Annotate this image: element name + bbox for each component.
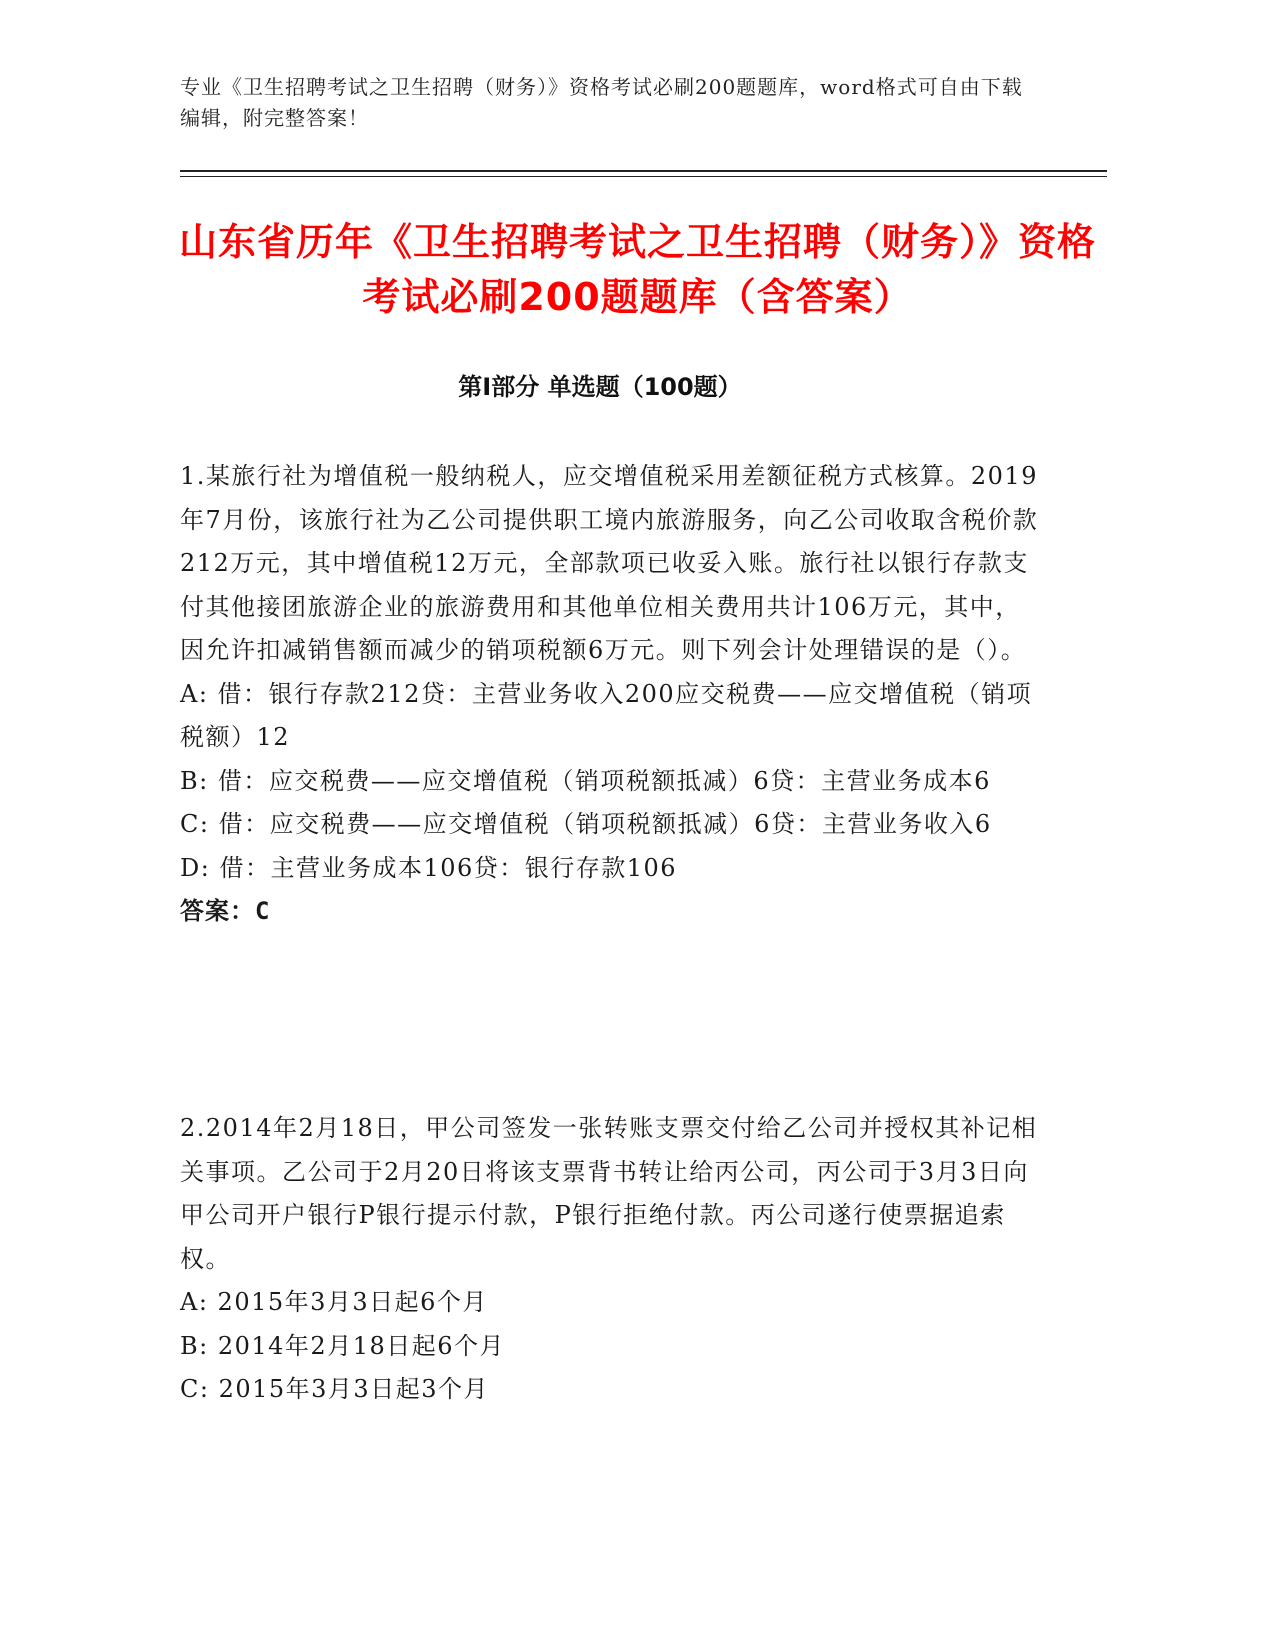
option-b: B: 2014年2月18日起6个月 <box>180 1331 506 1360</box>
answer-label: 答案： <box>180 897 255 925</box>
option-b: B: 借：应交税费——应交增值税（销项税额抵减）6贷：主营业务成本6 <box>180 766 991 795</box>
option-c: C: 2015年3月3日起3个月 <box>180 1375 489 1403</box>
header-divider-thick <box>180 170 1107 172</box>
answer-value: C <box>255 897 271 925</box>
option-a: A: 2015年3月3日起6个月 <box>180 1288 488 1316</box>
option-a: A: 借：银行存款212贷：主营业务收入200应交税费——应交增值税（销项税额）12 <box>180 679 1033 751</box>
header-divider-thin <box>180 176 1107 177</box>
header-intro: 专业《卫生招聘考试之卫生招聘（财务）》资格考试必刷200题题库，word格式可自由下载编辑，附完整答案！ <box>180 75 1023 130</box>
option-d: D: 借：主营业务成本106贷：银行存款106 <box>180 853 678 882</box>
question-block <box>180 1107 1040 1412</box>
question-stem: 2.2014年2月18日，甲公司签发一张转账支票交付给乙公司并授权其补记相关事项。乙公司于2月20日将该支票背书转让给丙公司，丙公司于3月3日向甲公司开户银行P银行提示付款，P银行拒绝付款。丙公司遂行使票据追索权。 <box>180 1114 1038 1273</box>
option-c: C: 借：应交税费——应交增值税（销项税额抵减）6贷：主营业务收入6 <box>180 810 992 838</box>
question-stem: 1.某旅行社为增值税一般纳税人，应交增值税采用差额征税方式核算。2019年7月份，该旅行社为乙公司提供职工境内旅游服务，向乙公司收取含税价款212万元，其中增值税12万元，全部款项已收妥入账。旅行社以银行存款支付其他接团旅游企业的旅游费用和其他单位相关费用共计106万元，其中，因允许扣减销售额而减少的销项税额6万元。则下列会计处理错误的是（）。 <box>180 462 1039 664</box>
section-heading: 第Ⅰ部分 单选题（100题） <box>458 373 742 401</box>
question-block <box>180 455 1040 934</box>
answer-line <box>180 890 1040 934</box>
document-title: 山东省历年《卫生招聘考试之卫生招聘（财务）》资格考试必刷200题题库（含答案） <box>178 220 1096 319</box>
